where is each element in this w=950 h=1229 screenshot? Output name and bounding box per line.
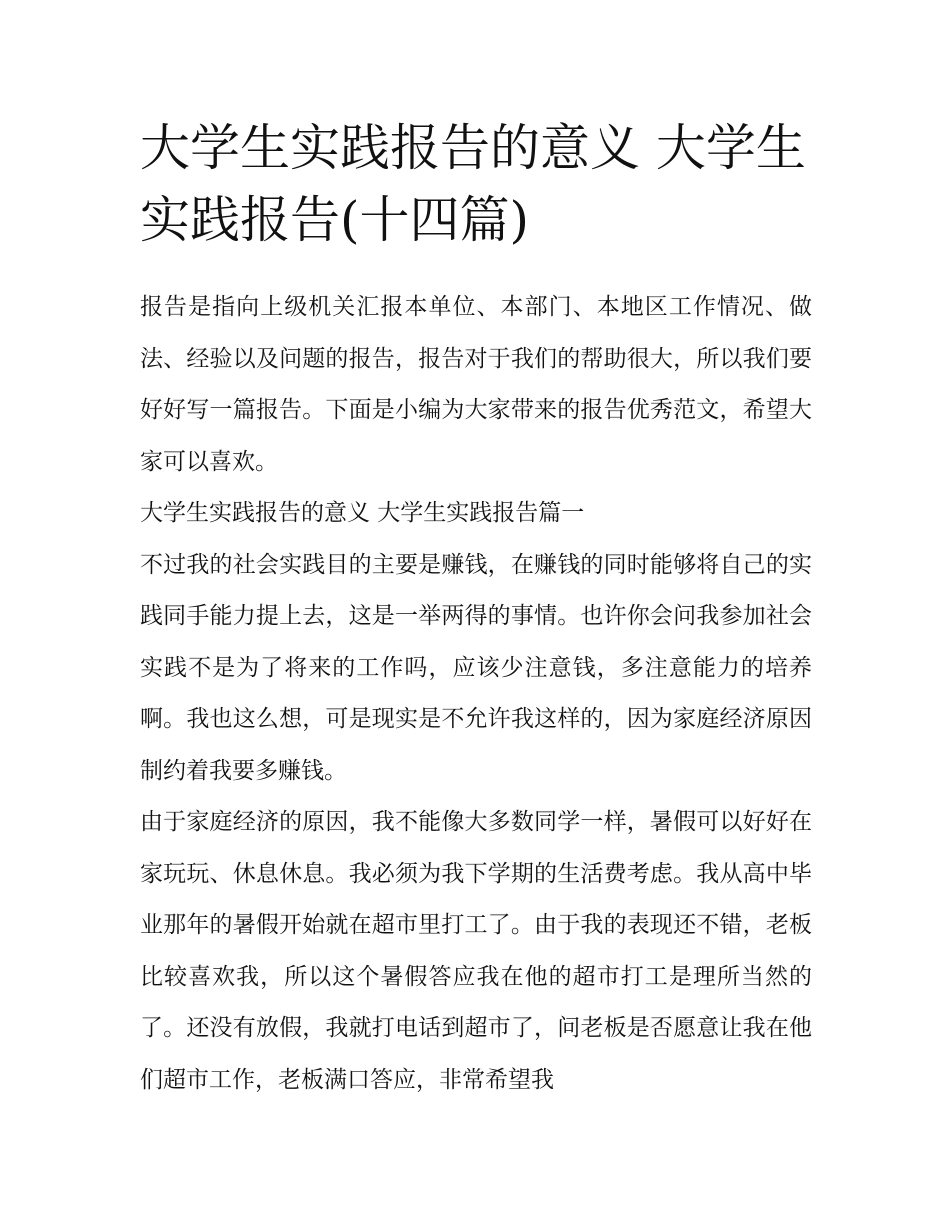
body-paragraph: 由于家庭经济的原因，我不能像大多数同学一样，暑假可以好好在家玩玩、休息休息。我必须为我下学期的生活费考虑。我从高中毕业那年的暑假开始就在超市里打工了。由于我的表现还不错，老板比较喜欢我，所以这个暑假答应我在他的超市打工是理所当然的了。还没有放假，我就打电话到超市了，问老板是否愿意让我在他们超市工作，老板满口答应，非常希望我 <box>140 809 812 1093</box>
document-content <box>140 112 812 1106</box>
document-title: 大学生实践报告的意义 大学生实践报告(十四篇) <box>140 119 806 249</box>
section-heading: 大学生实践报告的意义 大学生实践报告篇一 <box>140 500 585 526</box>
intro-paragraph: 报告是指向上级机关汇报本单位、本部门、本地区工作情况、做法、经验以及问题的报告，报告对于我们的帮助很大，所以我们要好好写一篇报告。下面是小编为大家带来的报告优秀范文，希望大家可以喜欢。 <box>140 294 812 475</box>
document-body <box>140 282 812 1106</box>
body-paragraph: 不过我的社会实践目的主要是赚钱，在赚钱的同时能够将自己的实践同手能力提上去，这是一举两得的事情。也许你会问我参加社会实践不是为了将来的工作吗，应该少注意钱，多注意能力的培养啊。我也这么想，可是现实是不允许我这样的，因为家庭经济原因制约着我要多赚钱。 <box>140 551 812 784</box>
